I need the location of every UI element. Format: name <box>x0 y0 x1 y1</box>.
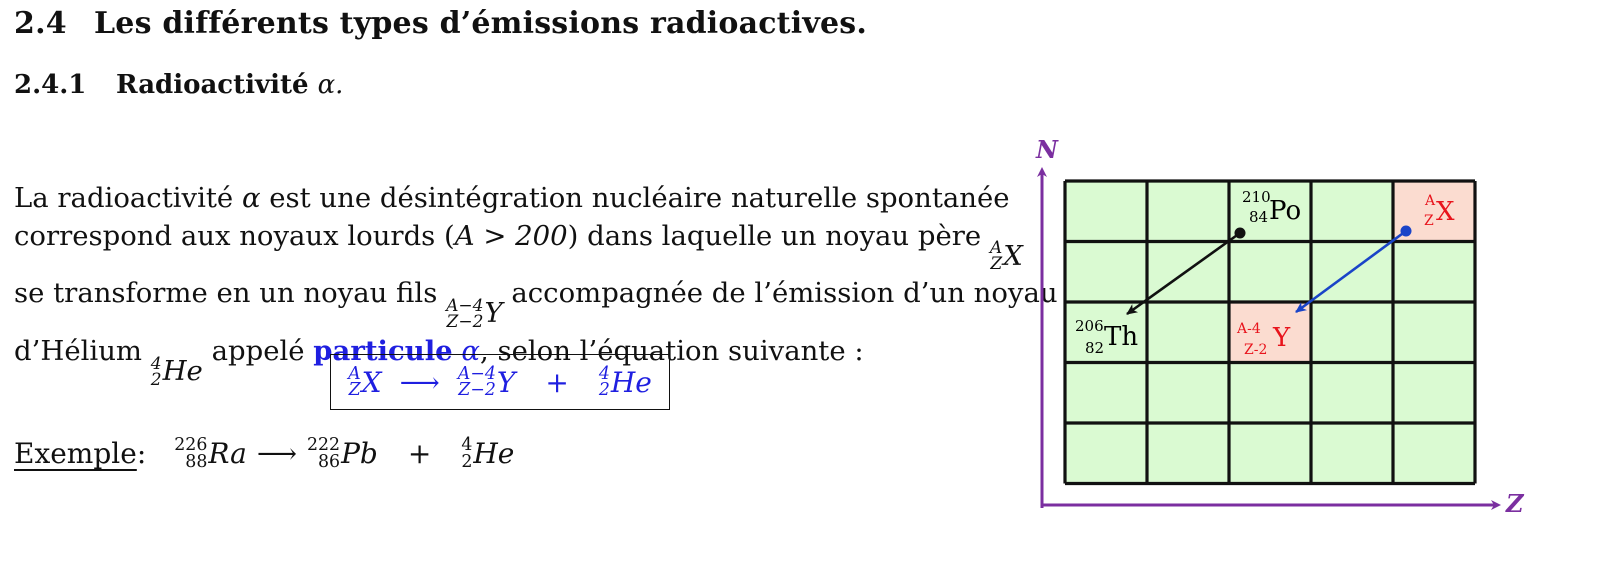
mass-number: 4 <box>461 435 473 456</box>
atomic-number: Z <box>348 380 361 400</box>
nuclide-he <box>151 353 203 391</box>
po-dot <box>1235 228 1246 239</box>
po-symbol: Po <box>1269 196 1302 226</box>
grid-cell <box>1065 423 1147 484</box>
atomic-number: 86 <box>318 451 341 472</box>
text: correspond aux noyaux lourds ( <box>14 219 455 252</box>
section-heading <box>14 6 867 41</box>
y-mass: A-4 <box>1237 321 1261 337</box>
decay-grid-svg <box>1020 130 1540 530</box>
section-number: 2.4 <box>14 6 67 41</box>
text: , selon l’équation suivante : <box>479 334 864 367</box>
atomic-number: Z <box>990 254 1003 275</box>
reaction-arrow: ⟶ <box>256 437 297 470</box>
element-symbol: He <box>610 365 652 399</box>
atomic-number: Z−2 <box>458 380 496 400</box>
subsection-alpha: α. <box>317 70 344 100</box>
po-mass: 210 <box>1242 188 1271 206</box>
plus-sign: + <box>407 437 432 470</box>
example-nuclide-ra <box>174 437 247 470</box>
grid-cell <box>1229 242 1311 303</box>
x-mass: A <box>1425 193 1436 209</box>
y-atomic: Z-2 <box>1244 342 1268 358</box>
eq-nuclide-he <box>598 363 652 400</box>
mass-number: 226 <box>174 435 208 456</box>
grid-cell <box>1393 363 1475 424</box>
alpha-symbol: α <box>241 182 261 214</box>
particle-term: particule <box>313 334 453 367</box>
atomic-number: 88 <box>185 451 208 472</box>
grid-cell <box>1311 423 1393 484</box>
atomic-number: Z−2 <box>446 312 484 333</box>
plus-sign: + <box>545 365 569 399</box>
text: appelé <box>202 334 314 367</box>
mass-number: 222 <box>306 435 341 456</box>
atomic-number: 2 <box>598 380 610 400</box>
eq-nuclide-y <box>457 363 516 400</box>
mass-number: A <box>989 238 1003 259</box>
text: se transforme en un noyau fils <box>14 277 447 310</box>
paragraph-line-2 <box>14 218 1023 276</box>
text: accompagnée de l’émission d’un noyau <box>502 277 1058 310</box>
atomic-number: 2 <box>461 451 473 472</box>
grid-cell <box>1311 363 1393 424</box>
eq-nuclide-x <box>348 363 382 400</box>
grid-cell <box>1393 242 1475 303</box>
grid-cell <box>1393 302 1475 363</box>
x-symbol: X <box>1436 197 1455 227</box>
n-axis-label: N <box>1036 135 1058 164</box>
element-symbol: Ra <box>208 437 247 470</box>
example-label: Exemple <box>14 437 137 470</box>
alpha-symbol: α <box>461 334 480 367</box>
atomic-number: 2 <box>150 369 162 390</box>
element-symbol: X <box>1003 239 1023 272</box>
th-atomic: 82 <box>1085 339 1105 357</box>
nuclide-x <box>990 238 1023 276</box>
subsection-number: 2.4.1 <box>14 70 87 100</box>
paragraph-line-1 <box>14 180 1010 218</box>
text: d’Hélium <box>14 334 151 367</box>
subsection-title: Radioactivité <box>116 70 309 100</box>
alpha-decay-equation-box <box>330 354 670 410</box>
section-title: Les différents types d’émissions radioactives. <box>94 6 867 41</box>
element-symbol: Y <box>496 365 516 399</box>
grid-cell <box>1147 423 1229 484</box>
paragraph-line-3 <box>14 275 1058 333</box>
grid-cell <box>1229 363 1311 424</box>
grid-cell <box>1147 302 1229 363</box>
grid-cell <box>1065 181 1147 242</box>
th-mass: 206 <box>1075 317 1104 335</box>
mass-number: A <box>348 363 361 384</box>
text: ) dans laquelle un noyau père <box>567 219 990 252</box>
mass-number: A−4 <box>446 296 484 317</box>
grid-cell <box>1147 363 1229 424</box>
grid-cell <box>1065 363 1147 424</box>
example-colon: : <box>136 437 147 470</box>
mass-condition: A > 200 <box>454 219 568 252</box>
text: est une désintégration nucléaire naturelle spontanée <box>260 182 1010 214</box>
element-symbol: He <box>162 355 203 388</box>
mass-number: A−4 <box>457 363 496 384</box>
nuclide-y <box>446 295 503 333</box>
y-symbol: Y <box>1273 323 1291 353</box>
th-symbol: Th <box>1104 322 1139 352</box>
example-nuclide-he <box>461 437 514 470</box>
z-axis-label: Z <box>1506 489 1524 518</box>
grid-cell <box>1311 302 1393 363</box>
reaction-arrow: ⟶ <box>399 365 440 399</box>
element-symbol: Pb <box>341 437 378 470</box>
text: La radioactivité <box>14 182 242 214</box>
example-line <box>14 437 514 470</box>
x-atomic: Z <box>1424 213 1434 229</box>
element-symbol: X <box>361 365 382 399</box>
grid-cell <box>1065 242 1147 303</box>
mass-number: 4 <box>598 363 610 384</box>
segre-chart-diagram <box>1020 130 1540 530</box>
grid-cell <box>1393 423 1475 484</box>
grid-cell <box>1229 423 1311 484</box>
grid-cell <box>1147 181 1229 242</box>
po-atomic: 84 <box>1249 208 1269 226</box>
x-dot <box>1401 226 1412 237</box>
grid-cell <box>1311 181 1393 242</box>
mass-number: 4 <box>150 353 162 374</box>
element-symbol: Y <box>484 297 503 330</box>
element-symbol: He <box>473 437 515 470</box>
example-nuclide-pb <box>307 437 378 470</box>
subsection-heading <box>14 70 343 100</box>
